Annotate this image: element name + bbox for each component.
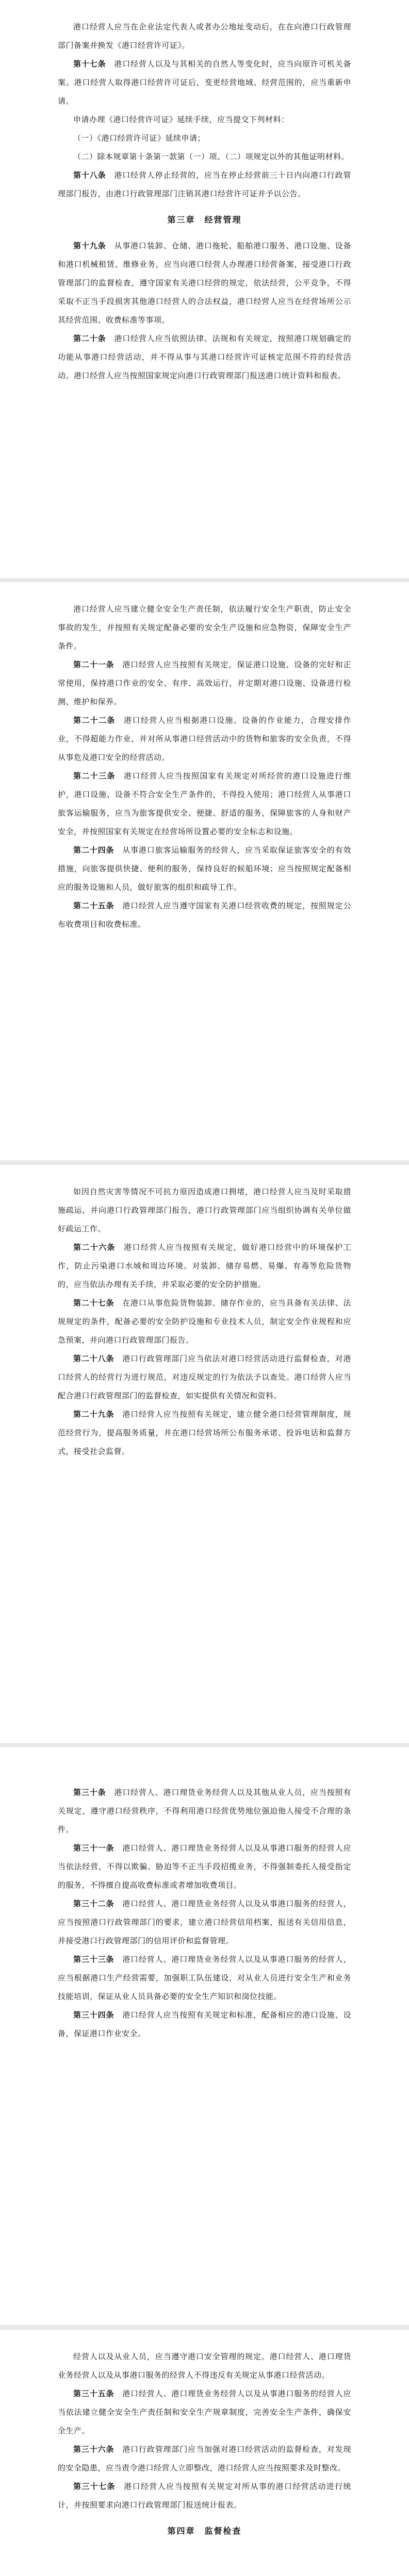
article-number: 第二十三条 — [73, 771, 116, 781]
article-text: 港口经营人应当按照有关规定和标准，配备相应的港口设施、设备，保证港口作业安全。 — [58, 2010, 351, 2038]
article-text: 从事港口旅客运输服务的经营人，应当采取保证旅客安全的有效措施，向旅客提供快捷、便利的服务，保持良好的候船环境；应当按照规定配备相应的服务设施和人员，做好旅客的组织和疏导工作。 — [58, 845, 351, 892]
article-22 — [58, 711, 351, 767]
document-page-1 — [0, 0, 409, 578]
article-text: 港口行政管理部门应当加强对港口经营活动的监督检查，对发现的安全隐患，应当责令港口经营人立即整改，港口经营人应当按照要求及时整改。 — [58, 2445, 351, 2472]
article-32 — [58, 1894, 351, 1950]
article-number: 第二十条 — [73, 334, 106, 343]
article-number: 第二十九条 — [73, 1410, 114, 1419]
article-number: 第二十一条 — [73, 660, 114, 669]
chapter-heading: 第三章 经营管理 — [167, 215, 242, 225]
article-29 — [58, 1405, 351, 1461]
article-number: 第三十七条 — [73, 2482, 116, 2491]
article-36 — [58, 2440, 351, 2477]
article-text: 从事港口装卸、仓储、港口拖轮、船舶港口服务、港口设施、设备和港口机械租赁、维修业务，应当向港口经营人办理港口经营备案，接受港口行政管理部门的监督检查，遵守国家有关港口经营的规定，依法经营，公平竞争，不得采取不正当手段损害其他港口经营人的合法权益，港口经营人应当在经营场所公示其经营范围、收费标准等事项。 — [58, 241, 351, 325]
article-number: 第二十四条 — [73, 845, 114, 855]
article-text: 港口经营人应当按照有关规定，做好港口经营中的环境保护工作，防止污染港口水域和周边环境。对装卸、储存易燃、易爆、有毒等危险货物的，应当依法办理有关手续，并采取必要的安全防护措施。 — [58, 1243, 351, 1289]
article-33 — [58, 1950, 351, 2006]
article-number: 第三十二条 — [73, 1899, 114, 1908]
article-number: 第三十一条 — [73, 1843, 114, 1853]
article-34 — [58, 2006, 351, 2043]
article-number: 第三十条 — [73, 1788, 106, 1797]
article-text: 港口经营人应当按照有关规定，保证港口设施、设备的完好和正常使用，保持港口作业的安全、有序、高效运行，并定期对港口设施、设备进行检测、维护和保养。 — [58, 660, 351, 706]
article-number: 第三十四条 — [73, 2010, 114, 2020]
article-text: 港口经营人、港口理货业务经营人以及从事港口服务的经营人，应当根据港口生产经营需要，加强职工队伍建设，对从业人员进行安全生产和业务技能培训，保证从业人员具备必要的安全生产知识和岗位技能。 — [58, 1955, 351, 2001]
article-26 — [58, 1238, 351, 1294]
paragraph: 港口经营人应当在企业法定代表人或者办公地址变动后，在在向港口行政管理部门备案并换发《港口经营许可证》。 — [58, 22, 351, 50]
article-23 — [58, 767, 351, 841]
document-page-2 — [0, 582, 409, 1160]
paragraph: 经营人以及从业人员，应当遵守港口安全管理的规定。港口经营人、港口理货业务经营人以及从事港口服务的经营人不得违反有关规定从事港口经营活动。 — [58, 2352, 351, 2380]
article-text: 港口经营人、港口理货业务经营人以及从事港口服务的经营人，应当按照港口行政管理部门的要求，建立港口经营信用档案，报送有关信用信息，并接受港口行政管理部门的信用评价和监督管理。 — [58, 1899, 351, 1945]
article-20 — [58, 329, 351, 385]
article-number: 第二十五条 — [73, 901, 114, 910]
article-number: 第三十六条 — [73, 2445, 114, 2454]
article-number: 第十九条 — [73, 241, 106, 250]
list-item: （二）除本规章第十条第一款第（一）项、（二）项规定以外的其他证明材料。 — [73, 152, 350, 161]
article-27 — [58, 1294, 351, 1349]
article-text: 港口经营人应当按照有关规定对所从事的港口经营活动进行统计，并按照要求向港口行政管理部门报送统计报表。 — [58, 2482, 351, 2510]
article-24 — [58, 841, 351, 896]
article-number: 第十八条 — [73, 171, 106, 180]
article-number: 第三十五条 — [73, 2389, 114, 2398]
list-item: （一）《港口经营许可证》延续申请； — [73, 133, 206, 143]
article-text: 港口经营人应当遵守国家有关港口经营收费的规定，按照规定公布收费项目和收费标准。 — [58, 901, 351, 929]
article-text: 港口经营人、港口理货业务经营人以及其他从业人员，应当按照有关规定，遵守港口经营秩序，不得利用港口经营优势地位强迫他人接受不合理的条件。 — [58, 1788, 351, 1834]
document-page-3 — [0, 1165, 409, 1743]
article-number: 第二十六条 — [73, 1243, 116, 1252]
paragraph: 申请办理《港口经营许可证》延续手续，应当提交下列材料： — [73, 115, 289, 124]
article-37 — [58, 2477, 351, 2514]
article-text: 港口经营人停止经营的，应当在停止经营前三十日内向港口行政管理部门报告，由港口行政管理部门注销其港口经营许可证并予以公告。 — [58, 171, 351, 198]
article-text: 港口经营人应当根据港口设施、设备的作业能力，合理安排作业，不得超能力作业，并对所从事港口经营活动中的货物和旅客的安全负责，不得从事危及港口安全的经营活动。 — [58, 716, 351, 762]
article-30 — [58, 1783, 351, 1839]
article-18 — [58, 166, 351, 203]
article-31 — [58, 1839, 351, 1894]
article-number: 第二十八条 — [73, 1354, 114, 1363]
article-17 — [58, 55, 351, 110]
article-21 — [58, 655, 351, 711]
article-19 — [58, 236, 351, 329]
paragraph: 如因自然灾害等情况不可抗力原因造成港口拥堵，港口经营人应当及时采取措施疏运，并向港口行政管理部门报告，港口行政管理部门应当组织协调有关单位做好疏运工作。 — [58, 1187, 351, 1233]
document-page-4 — [0, 1747, 409, 2325]
article-35 — [58, 2384, 351, 2440]
article-text: 港口经营人应当按照有关规定，建立健全港口经营管理制度，规范经营行为，提高服务质量，并在港口经营场所公布服务承诺、投诉电话和监督方式，接受社会监督。 — [58, 1410, 351, 1456]
article-text: 港口行政管理部门应当依法对港口经营活动进行监督检查，对港口经营人的经营行为进行规范，对违反规定的行为依法予以查处。港口经营人应当配合港口行政管理部门的监督检查，如实提供有关情况和资料。 — [58, 1354, 351, 1400]
article-25 — [58, 896, 351, 934]
article-number: 第二十二条 — [73, 716, 116, 725]
article-text: 港口经营人应当依照法律、法规和有关规定，按照港口规划确定的功能从事港口经营活动，并不得从事与其港口经营许可证核定范围不符的经营活动。港口经营人应当按照国家规定向港口行政管理部门报送港口统计资料和报表。 — [58, 334, 351, 380]
paragraph: 港口经营人应当建立健全安全生产责任制，依法履行安全生产职责，防止安全事故的发生，并按照有关规定配备必要的安全生产设施和应急物资，保障安全生产条件。 — [58, 604, 351, 651]
document-page-5 — [0, 2330, 409, 2576]
article-text: 港口经营人以及与其相关的自然人等变化时，应当向原许可机关备案。港口经营人取得港口经营许可证后，变更经营地域、经营范围的，应当重新申请。 — [58, 59, 351, 106]
article-number: 第三十三条 — [73, 1955, 114, 1964]
article-28 — [58, 1349, 351, 1405]
article-text: 港口经营人、港口理货业务经营人以及从事港口服务的经营人应当依法建立健全安全生产责任制和安全生产规章制度，完善安全生产条件，确保安全生产。 — [58, 2389, 351, 2435]
article-text: 港口经营人、港口理货业务经营人以及从事港口服务的经营人应当依法经营，不得以欺骗、胁迫等不正当手段招揽业务，不得强制委托人接受指定的服务，不得擅自提高收费标准或者增加收费项目。 — [58, 1843, 351, 1890]
article-number: 第二十七条 — [73, 1298, 114, 1308]
article-text: 港口经营人应当按照国家有关规定对所经营的港口设施进行维护，港口设施、设备不符合安全生产条件的，不得投入使用；港口经营人从事港口旅客运输服务，应当为旅客提供安全、便捷、舒适的服务，保障旅客的人身和财产安全，并按照国家有关规定在经营场所设置必要的安全标志和设施。 — [58, 771, 351, 836]
chapter-heading: 第四章 监督检查 — [167, 2526, 242, 2536]
article-text: 在港口从事危险货物装卸、储存作业的，应当具备有关法律、法规规定的条件，配备必要的安全防护设施和专业技术人员，制定安全作业规程和应急预案，并向港口行政管理部门报告。 — [58, 1298, 351, 1345]
article-number: 第十七条 — [73, 59, 106, 69]
